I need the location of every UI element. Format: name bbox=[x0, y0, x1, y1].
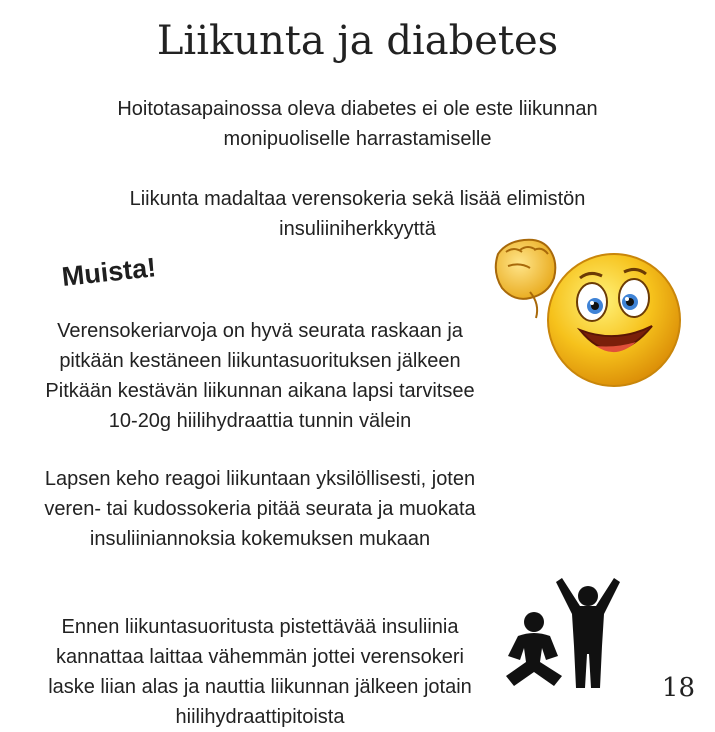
squatting-person-icon bbox=[506, 612, 562, 686]
fist-smiley-icon bbox=[484, 232, 699, 392]
reminder-paragraph-2: Lapsen keho reagoi liikuntaan yksilöllisesti, joten veren- tai kudossokeria pitää seurata ja muokata insuliiniannoksia kokemuksen mukaan bbox=[44, 468, 476, 550]
page-title: Liikunta ja diabetes bbox=[156, 18, 559, 64]
smiley-face-icon bbox=[548, 254, 680, 386]
intro-paragraph-1: Hoitotasapainossa oleva diabetes ei ole este liikunnan monipuoliselle harrastamiselle bbox=[117, 98, 598, 150]
page-number: 18 bbox=[661, 673, 695, 703]
reminder-heading: Muista! bbox=[60, 252, 158, 292]
reminder-paragraph-3: Ennen liikuntasuoritusta pistettävää insuliinia kannattaa laittaa vähemmän jottei verensokeri laske liian alas ja nauttia liikunnan jälkeen jotain hiilihydraattipitoista bbox=[48, 616, 472, 728]
reminder-paragraph-1: Verensokeriarvoja on hyvä seurata raskaan ja pitkään kestäneen liikuntasuorituksen jälkeen Pitkään kestävän liikunnan aikana lapsi tarvitsee 10-20g hiilihydraattia tunnin välein bbox=[45, 320, 475, 432]
intro-paragraph-2: Liikunta madaltaa verensokeria sekä lisää elimistön insuliiniherkkyyttä bbox=[129, 188, 586, 240]
standing-person-icon bbox=[556, 578, 620, 688]
fist-icon bbox=[496, 240, 556, 318]
exercising-people-icon bbox=[496, 576, 626, 696]
